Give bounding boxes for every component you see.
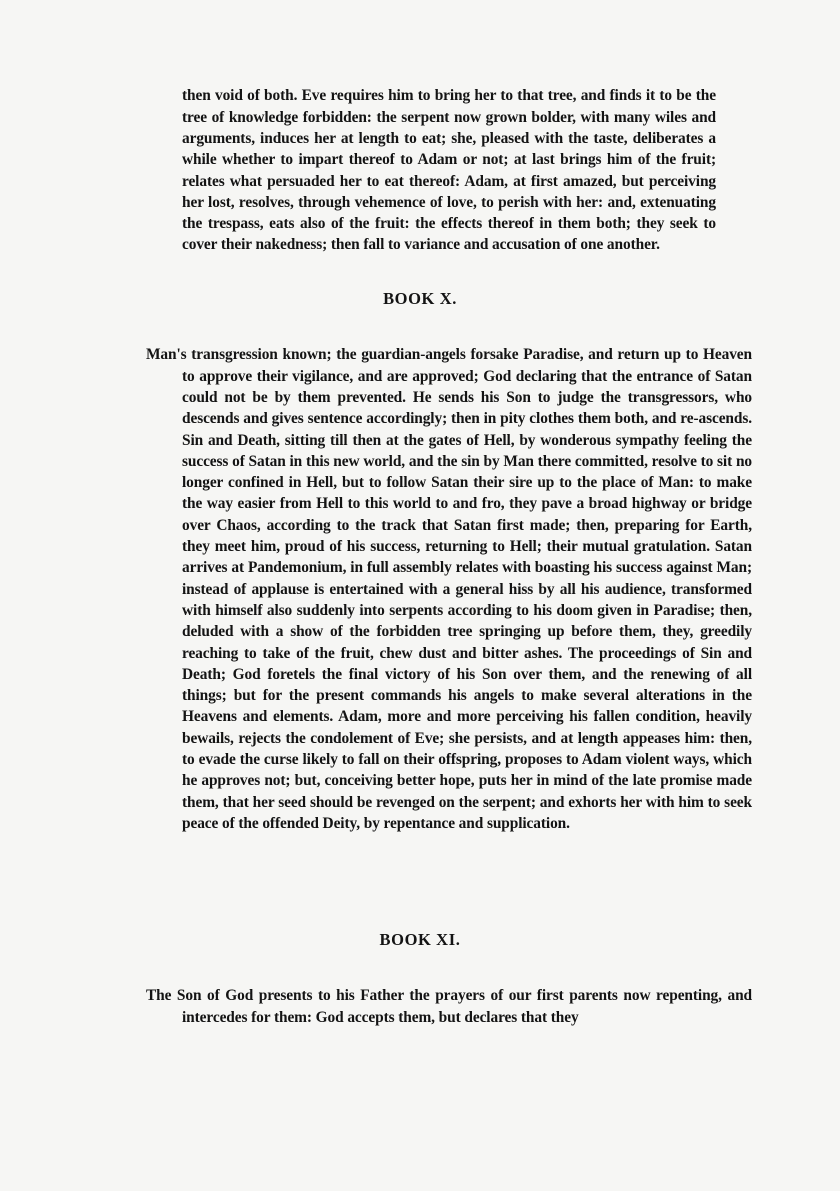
book-xi-heading: BOOK XI. xyxy=(379,930,461,949)
book-ix-argument-continuation: then void of both. Eve requires him to bring her to that tree, and finds it to be the tree of knowledge forbidden: the serpent now grown bolder, with many wiles and arguments, induces her at length to eat; she, pleased with the taste, deliberates a while whether to impart thereof to Adam or not; at last brings him of the fruit; relates what persuaded her to eat thereof: Adam, at first amazed, but perceiving her lost, resolves, through vehemence of love, to perish with her: and, extenuating the trespass, eats also of the fruit: the effects thereof in them both; they seek to cover their nakedness; then fall to variance and accusation of one another. xyxy=(182,87,716,254)
book-xi-argument: The Son of God presents to his Father the prayers of our first parents now repenting, and intercedes for them: God accepts them, but declares that they xyxy=(146,987,752,1026)
book-x-argument: Man's transgression known; the guardian-angels forsake Paradise, and return up to Heaven to approve their vigilance, and are approved; God declaring that the entrance of Satan could not be by them prevented. He sends his Son to judge the transgressors, who descends and gives sentence accordingly; then in pity clothes them both, and re-ascends. Sin and Death, sitting till then at the gates of Hell, by wonderous sympathy feeling the success of Satan in this new world, and the sin by Man there committed, resolve to sit no longer confined in Hell, but to follow Satan their sire up to the place of Man: to make the way easier from Hell to this world to and fro, they pave a broad highway or bridge over Chaos, according to the track that Satan first made; then, preparing for Earth, they meet him, proud of his success, returning to Hell; their mutual gratulation. Satan arrives at Pandemonium, in full assembly relates with boasting his success against Man; instead of applause is entertained with a general hiss by all his audience, transformed with himself also suddenly into serpents according to his doom given in Paradise; then, deluded with a show of the forbidden tree springing up before them, they, greedily reaching to take of the fruit, chew dust and bitter ashes. The proceedings of Sin and Death; God foretels the final victory of his Son over them, and the renewing of all things; but for the present commands his angels to make several alterations in the Heavens and elements. Adam, more and more perceiving his fallen condition, heavily bewails, rejects the condolement of Eve; she persists, and at length appeases him: then, to evade the curse likely to fall on their offspring, proposes to Adam violent ways, which he approves not; but, conceiving better hope, puts her in mind of the late promise made them, that her seed should be revenged on the serpent; and exhorts her with him to seek peace of the offended Deity, by repentance and supplication. xyxy=(146,346,752,832)
book-x-heading: BOOK X. xyxy=(383,289,457,308)
